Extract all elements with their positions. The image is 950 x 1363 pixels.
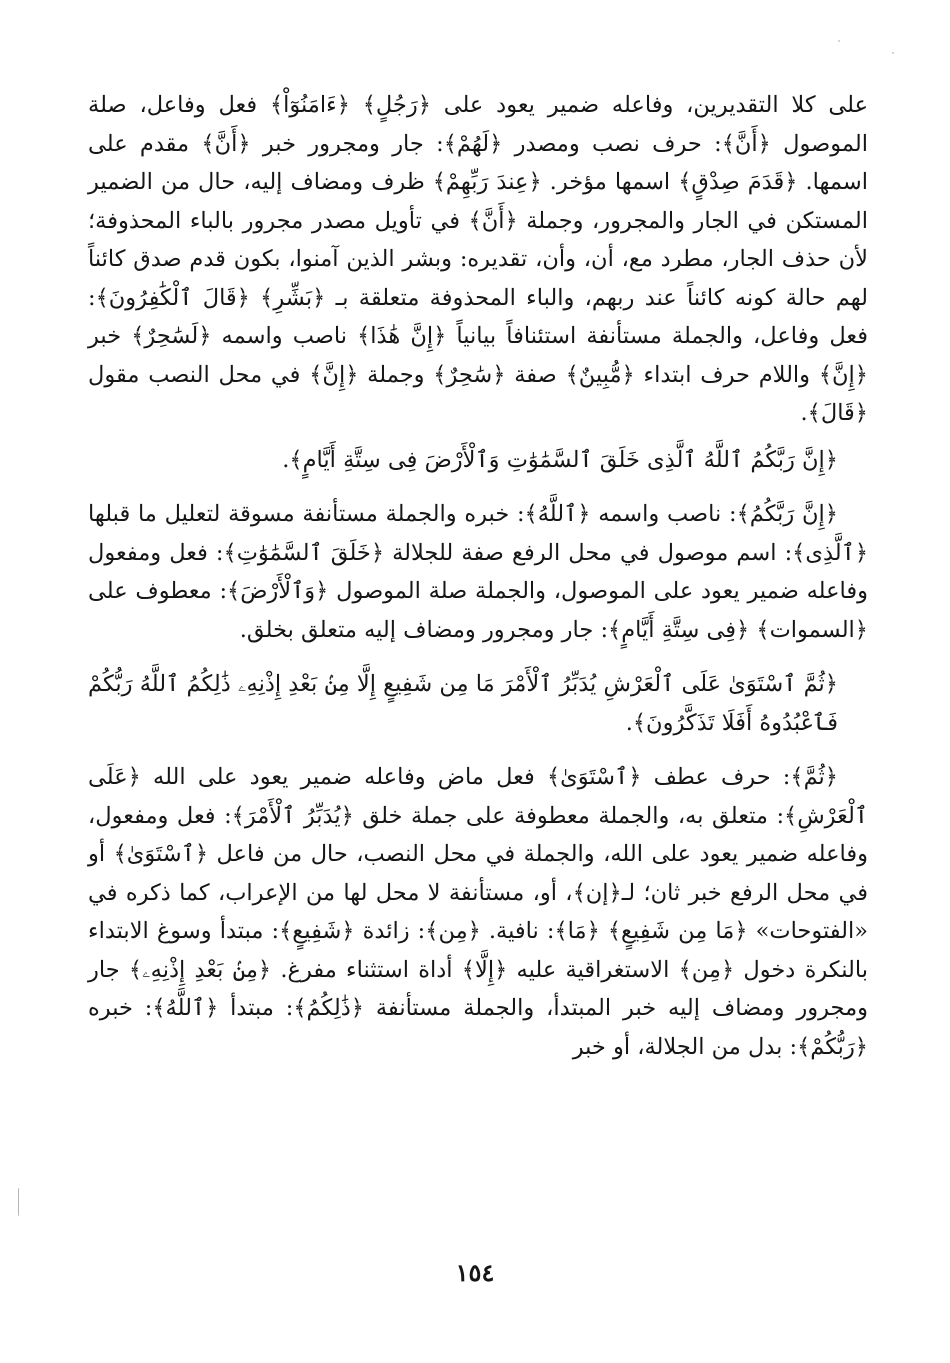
spacer [88,433,868,441]
scan-speck [892,52,894,54]
quran-verse-2: ﴿ثُمَّ ٱسْتَوَىٰ عَلَى ٱلْعَرْشِ يُدَبِّرُ ٱلْأَمْرَ مَا مِن شَفِيعٍ إِلَّا مِنۢ بَعْدِ إِذْنِهِۦ ذَٰلِكُمُ ٱللَّهُ رَبُّكُمْ فَٱعْبُدُوهُ أَفَلَا تَذَكَّرُونَ﴾. [88,671,838,736]
paragraph-2: ﴿إِنَّ رَبَّكُمُ﴾: ناصب واسمه ﴿ٱللَّهُ﴾: خبره والجملة مستأنفة مسوقة لتعليل ما قبلها ﴿ٱلَّذِى﴾: اسم موصول في محل الرفع صفة للجلالة ﴿خَلَقَ ٱلسَّمَٰوَٰتِ﴾: فعل ومفعول وفاعله ضمير يعود على الموصول، والجملة صلة الموصول ﴿وَٱلْأَرْضَ﴾: معطوف على ﴿السموات﴾ ﴿فِى سِتَّةِ أَيَّامٍ﴾: جار ومجرور ومضاف إليه متعلق بخلق. [88,501,868,643]
page-number: ١٥٤ [455,1258,495,1287]
spacer [88,649,868,665]
quran-verse-1: ﴿إِنَّ رَبَّكُمُ ٱللَّهُ ٱلَّذِى خَلَقَ ٱلسَّمَٰوَٰتِ وَٱلْأَرْضَ فِى سِتَّةِ أَيَّامٍ﴾. [282,446,838,473]
book-page [88,86,868,1323]
scan-speck [838,40,840,42]
spacer [88,742,868,758]
paragraph-3: ﴿ثُمَّ﴾: حرف عطف ﴿ٱسْتَوَىٰ﴾ فعل ماض وفاعله ضمير يعود على الله ﴿عَلَى ٱلْعَرْشِ﴾: متعلق به، والجملة معطوفة على جملة خلق ﴿يُدَبِّرُ ٱلْأَمْرَ﴾: فعل ومفعول، وفاعله ضمير يعود على الله، والجملة في محل النصب، حال من فاعل ﴿ٱسْتَوَىٰ﴾ أو في محل الرفع خبر ثان؛ لـ﴿إن﴾، أو، مستأنفة لا محل لها من الإعراب، كما ذكره في «الفتوحات» ﴿مَا مِن شَفِيعٍ﴾ ﴿مَا﴾: نافية. ﴿مِن﴾: زائدة ﴿شَفِيعٍ﴾: مبتدأ وسوغ الابتداء بالنكرة دخول ﴿مِن﴾ الاستغراقية عليه ﴿إِلَّا﴾ أداة استثناء مفرغ. ﴿مِنۢ بَعْدِ إِذْنِهِۦ﴾ جار ومجرور ومضاف إليه خبر المبتدأ، والجملة مستأنفة ﴿ذَٰلِكُمُ﴾: مبتدأ ﴿ٱللَّهُ﴾: خبره ﴿رَبُّكُمْ﴾: بدل من الجلالة، أو خبر [88,764,868,1060]
paragraph-1: على كلا التقديرين، وفاعله ضمير يعود على ﴿رَجُلٍ﴾ ﴿ءَامَنُوٓاْ﴾ فعل وفاعل، صلة الموصول ﴿أَنَّ﴾: حرف نصب ومصدر ﴿لَهُمْ﴾: جار ومجرور خبر ﴿أَنَّ﴾ مقدم على اسمها. ﴿قَدَمَ صِدْقٍ﴾ اسمها مؤخر. ﴿عِندَ رَبِّهِمْ﴾ ظرف ومضاف إليه، حال من الضمير المستكن في الجار والمجرور، وجملة ﴿أَنَّ﴾ في تأويل مصدر مجرور بالباء المحذوفة؛ لأن حذف الجار، مطرد مع، أن، وأن، تقديره: وبشر الذين آمنوا، بكون قدم صدق كائناً لهم حالة كونه كائناً عند ربهم، والباء المحذوفة متعلقة بـ ﴿بَشِّرِ﴾ ﴿قَالَ ٱلْكَٰفِرُونَ﴾: فعل وفاعل، والجملة مستأنفة استئنافاً بيانياً ﴿إِنَّ هَٰذَا﴾ ناصب واسمه ﴿لَسَٰحِرٌ﴾ خبر ﴿إِنَّ﴾ واللام حرف ابتداء ﴿مُّبِينٌ﴾ صفة ﴿سَٰحِرٌ﴾ وجملة ﴿إِنَّ﴾ في محل النصب مقول ﴿قَالَ﴾. [88,92,868,426]
spacer [88,479,868,495]
scan-margin-mark [18,1188,21,1216]
